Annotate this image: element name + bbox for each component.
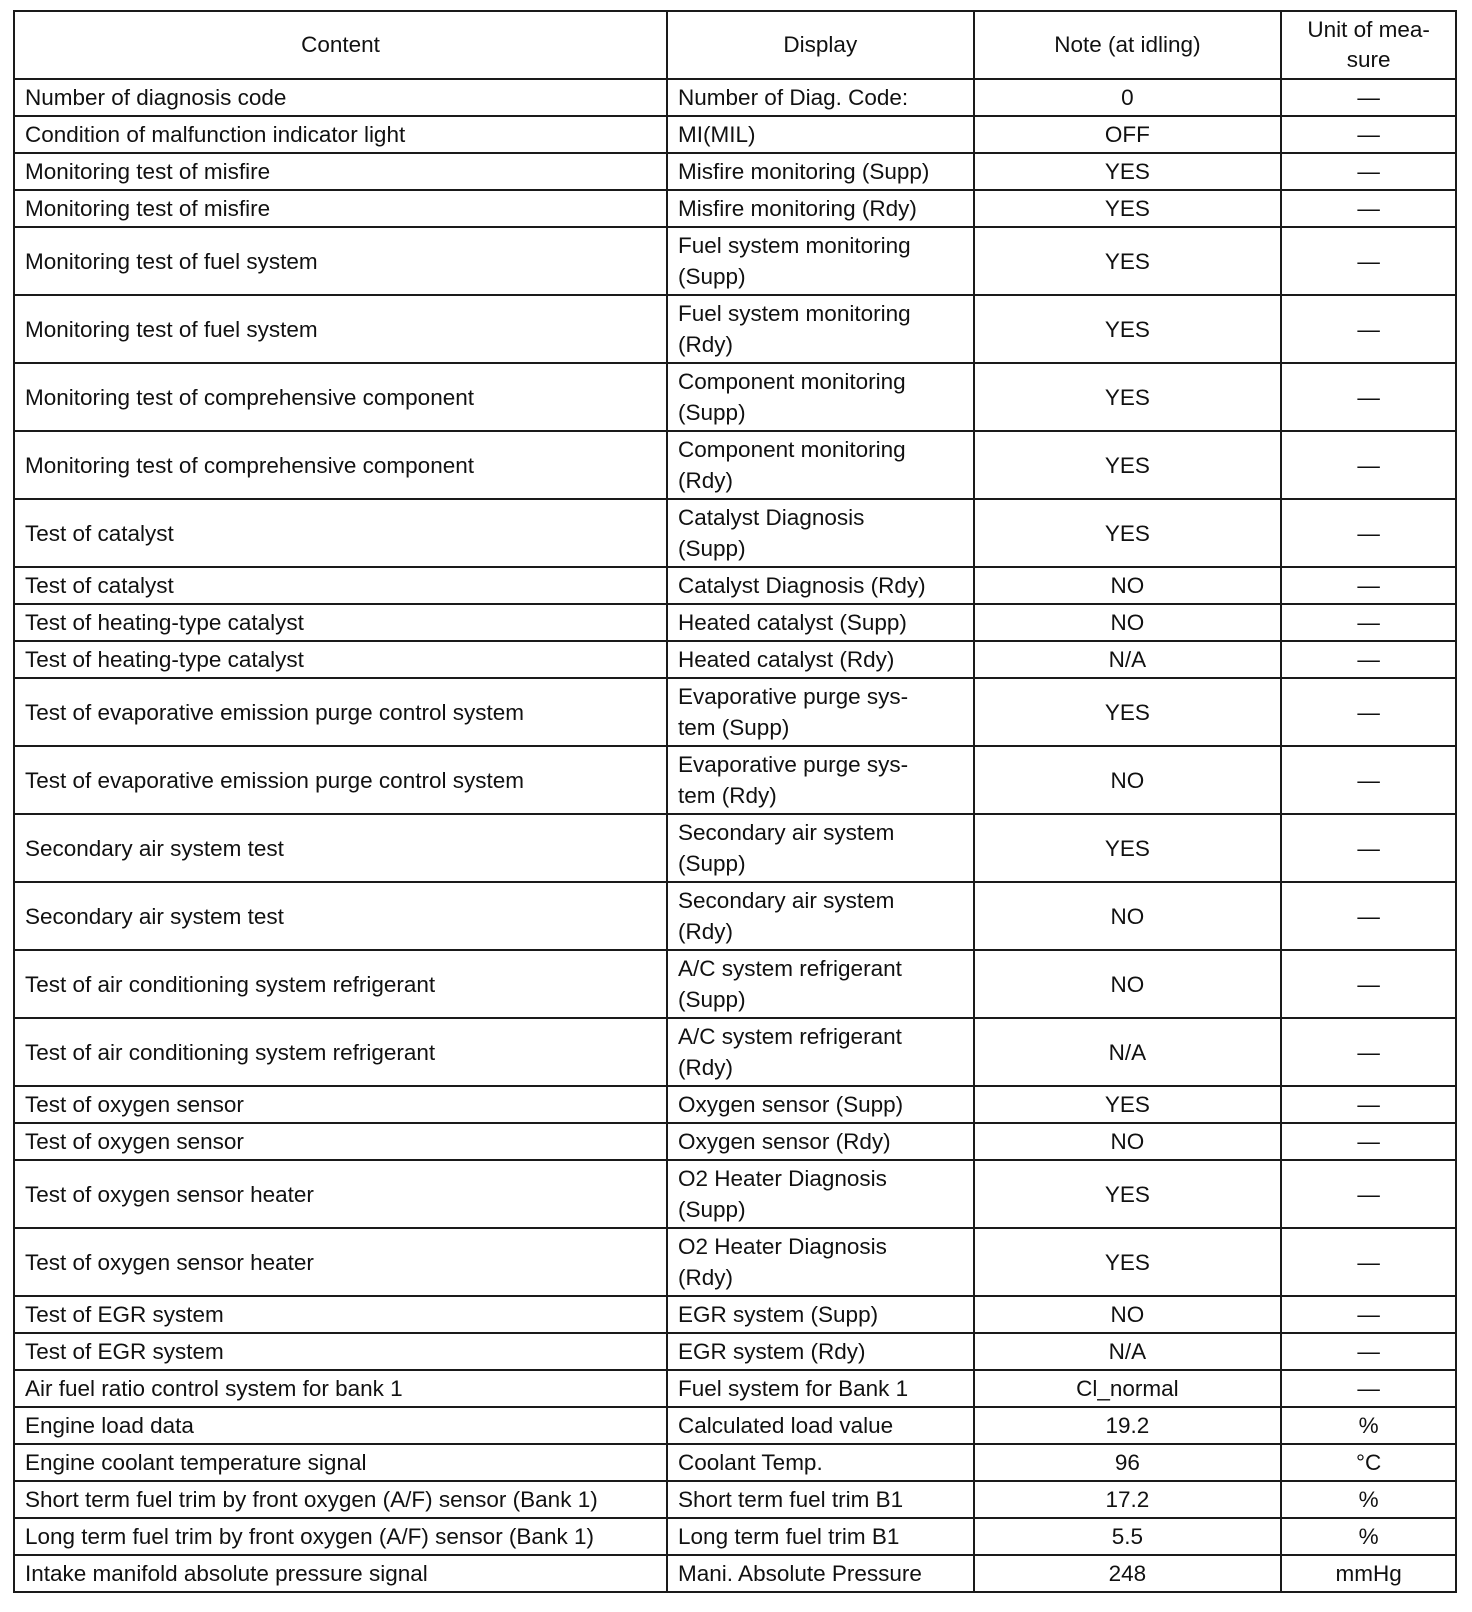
table-row — [14, 950, 1456, 1018]
cell-display: Heated catalyst (Rdy) — [667, 641, 974, 678]
cell-content: Test of oxygen sensor — [14, 1123, 667, 1160]
cell-display: O2 Heater Diagnosis (Supp) — [667, 1160, 974, 1228]
cell-content: Engine coolant temperature signal — [14, 1444, 667, 1481]
table-row — [14, 814, 1456, 882]
cell-display: Component monitoring (Supp) — [667, 363, 974, 431]
cell-unit: — — [1281, 746, 1456, 814]
cell-note: YES — [974, 190, 1282, 227]
cell-unit: — — [1281, 499, 1456, 567]
cell-display: O2 Heater Diagnosis (Rdy) — [667, 1228, 974, 1296]
cell-display: Secondary air system (Supp) — [667, 814, 974, 882]
cell-unit: — — [1281, 1086, 1456, 1123]
cell-content: Test of evaporative emission purge control system — [14, 746, 667, 814]
cell-note: 96 — [974, 1444, 1282, 1481]
table-row — [14, 641, 1456, 678]
cell-unit: — — [1281, 1123, 1456, 1160]
cell-display: Calculated load value — [667, 1407, 974, 1444]
cell-unit: — — [1281, 79, 1456, 116]
cell-content: Test of oxygen sensor heater — [14, 1228, 667, 1296]
cell-content: Test of EGR system — [14, 1333, 667, 1370]
cell-note: YES — [974, 678, 1282, 746]
cell-note: YES — [974, 227, 1282, 295]
cell-unit: — — [1281, 678, 1456, 746]
cell-note: 0 — [974, 79, 1282, 116]
cell-display: Heated catalyst (Supp) — [667, 604, 974, 641]
cell-display: Short term fuel trim B1 — [667, 1481, 974, 1518]
cell-content: Monitoring test of fuel system — [14, 227, 667, 295]
cell-note: YES — [974, 814, 1282, 882]
cell-content: Test of heating-type catalyst — [14, 641, 667, 678]
cell-content: Test of catalyst — [14, 567, 667, 604]
cell-note: YES — [974, 363, 1282, 431]
cell-note: YES — [974, 1228, 1282, 1296]
cell-content: Test of oxygen sensor heater — [14, 1160, 667, 1228]
cell-content: Secondary air system test — [14, 814, 667, 882]
cell-content: Test of catalyst — [14, 499, 667, 567]
cell-note: 5.5 — [974, 1518, 1282, 1555]
cell-unit: % — [1281, 1481, 1456, 1518]
cell-note: YES — [974, 431, 1282, 499]
cell-display: Mani. Absolute Pressure — [667, 1555, 974, 1592]
cell-unit: — — [1281, 1370, 1456, 1407]
table-row — [14, 1333, 1456, 1370]
cell-note: 248 — [974, 1555, 1282, 1592]
table-row — [14, 363, 1456, 431]
cell-note: YES — [974, 295, 1282, 363]
cell-content: Monitoring test of comprehensive component — [14, 363, 667, 431]
cell-display: Fuel system monitoring (Rdy) — [667, 295, 974, 363]
cell-unit: % — [1281, 1407, 1456, 1444]
cell-unit: — — [1281, 1228, 1456, 1296]
cell-display: Evaporative purge sys- tem (Supp) — [667, 678, 974, 746]
cell-unit: — — [1281, 295, 1456, 363]
header-unit: Unit of mea- sure — [1281, 11, 1456, 79]
table-row — [14, 431, 1456, 499]
cell-unit: — — [1281, 604, 1456, 641]
cell-content: Test of heating-type catalyst — [14, 604, 667, 641]
cell-display: EGR system (Supp) — [667, 1296, 974, 1333]
cell-note: 17.2 — [974, 1481, 1282, 1518]
table-row — [14, 1444, 1456, 1481]
table-row — [14, 604, 1456, 641]
cell-content: Intake manifold absolute pressure signal — [14, 1555, 667, 1592]
cell-display: Oxygen sensor (Rdy) — [667, 1123, 974, 1160]
table-row — [14, 1086, 1456, 1123]
cell-content: Secondary air system test — [14, 882, 667, 950]
cell-note: NO — [974, 1123, 1282, 1160]
cell-note: NO — [974, 567, 1282, 604]
cell-unit: — — [1281, 1018, 1456, 1086]
cell-unit: — — [1281, 1160, 1456, 1228]
cell-display: Misfire monitoring (Rdy) — [667, 190, 974, 227]
cell-note: YES — [974, 1160, 1282, 1228]
cell-unit: — — [1281, 431, 1456, 499]
cell-note: Cl_normal — [974, 1370, 1282, 1407]
cell-display: Long term fuel trim B1 — [667, 1518, 974, 1555]
cell-note: N/A — [974, 641, 1282, 678]
cell-unit: — — [1281, 190, 1456, 227]
table-row — [14, 1123, 1456, 1160]
cell-note: NO — [974, 746, 1282, 814]
cell-content: Monitoring test of fuel system — [14, 295, 667, 363]
table-row — [14, 295, 1456, 363]
cell-display: Evaporative purge sys- tem (Rdy) — [667, 746, 974, 814]
table-row — [14, 882, 1456, 950]
cell-note: N/A — [974, 1333, 1282, 1370]
cell-content: Test of EGR system — [14, 1296, 667, 1333]
cell-display: Fuel system for Bank 1 — [667, 1370, 974, 1407]
table-row — [14, 1228, 1456, 1296]
cell-unit: — — [1281, 1333, 1456, 1370]
table-row — [14, 1018, 1456, 1086]
cell-content: Monitoring test of comprehensive component — [14, 431, 667, 499]
cell-note: NO — [974, 882, 1282, 950]
cell-unit: — — [1281, 641, 1456, 678]
cell-display: MI(MIL) — [667, 116, 974, 153]
cell-unit: — — [1281, 567, 1456, 604]
cell-note: NO — [974, 604, 1282, 641]
table-row — [14, 227, 1456, 295]
table-row — [14, 1407, 1456, 1444]
cell-display: Catalyst Diagnosis (Supp) — [667, 499, 974, 567]
table-row — [14, 1481, 1456, 1518]
table-row — [14, 1555, 1456, 1592]
cell-content: Test of air conditioning system refrigerant — [14, 950, 667, 1018]
cell-unit: — — [1281, 814, 1456, 882]
cell-note: NO — [974, 950, 1282, 1018]
cell-note: OFF — [974, 116, 1282, 153]
cell-unit: — — [1281, 882, 1456, 950]
cell-display: Fuel system monitoring (Supp) — [667, 227, 974, 295]
cell-display: Component monitoring (Rdy) — [667, 431, 974, 499]
table-row — [14, 1370, 1456, 1407]
obd-data-table — [13, 10, 1457, 1593]
table-row — [14, 746, 1456, 814]
cell-unit: % — [1281, 1518, 1456, 1555]
cell-note: 19.2 — [974, 1407, 1282, 1444]
cell-display: EGR system (Rdy) — [667, 1333, 974, 1370]
header-row — [14, 11, 1456, 79]
cell-content: Test of air conditioning system refrigerant — [14, 1018, 667, 1086]
cell-display: A/C system refrigerant (Rdy) — [667, 1018, 974, 1086]
header-display: Display — [667, 11, 974, 79]
cell-note: YES — [974, 1086, 1282, 1123]
header-note: Note (at idling) — [974, 11, 1282, 79]
cell-unit: — — [1281, 363, 1456, 431]
cell-note: NO — [974, 1296, 1282, 1333]
table-row — [14, 153, 1456, 190]
table-row — [14, 116, 1456, 153]
cell-content: Air fuel ratio control system for bank 1 — [14, 1370, 667, 1407]
cell-display: Oxygen sensor (Supp) — [667, 1086, 974, 1123]
cell-display: Misfire monitoring (Supp) — [667, 153, 974, 190]
cell-note: YES — [974, 499, 1282, 567]
table-row — [14, 567, 1456, 604]
table-row — [14, 678, 1456, 746]
cell-unit: — — [1281, 153, 1456, 190]
table-row — [14, 79, 1456, 116]
header-content: Content — [14, 11, 667, 79]
cell-unit: — — [1281, 1296, 1456, 1333]
cell-unit: — — [1281, 950, 1456, 1018]
cell-unit: °C — [1281, 1444, 1456, 1481]
cell-note: YES — [974, 153, 1282, 190]
cell-unit: — — [1281, 227, 1456, 295]
cell-content: Short term fuel trim by front oxygen (A/F) sensor (Bank 1) — [14, 1481, 667, 1518]
table-row — [14, 1518, 1456, 1555]
table-body — [14, 79, 1456, 1592]
table-row — [14, 1296, 1456, 1333]
cell-unit: — — [1281, 116, 1456, 153]
cell-content: Condition of malfunction indicator light — [14, 116, 667, 153]
cell-unit: mmHg — [1281, 1555, 1456, 1592]
cell-content: Monitoring test of misfire — [14, 190, 667, 227]
cell-content: Engine load data — [14, 1407, 667, 1444]
table-row — [14, 190, 1456, 227]
cell-note: N/A — [974, 1018, 1282, 1086]
cell-content: Long term fuel trim by front oxygen (A/F) sensor (Bank 1) — [14, 1518, 667, 1555]
cell-display: A/C system refrigerant (Supp) — [667, 950, 974, 1018]
cell-content: Number of diagnosis code — [14, 79, 667, 116]
cell-content: Monitoring test of misfire — [14, 153, 667, 190]
cell-content: Test of evaporative emission purge control system — [14, 678, 667, 746]
table-row — [14, 1160, 1456, 1228]
cell-content: Test of oxygen sensor — [14, 1086, 667, 1123]
table-row — [14, 499, 1456, 567]
cell-display: Number of Diag. Code: — [667, 79, 974, 116]
cell-display: Catalyst Diagnosis (Rdy) — [667, 567, 974, 604]
cell-display: Coolant Temp. — [667, 1444, 974, 1481]
cell-display: Secondary air system (Rdy) — [667, 882, 974, 950]
